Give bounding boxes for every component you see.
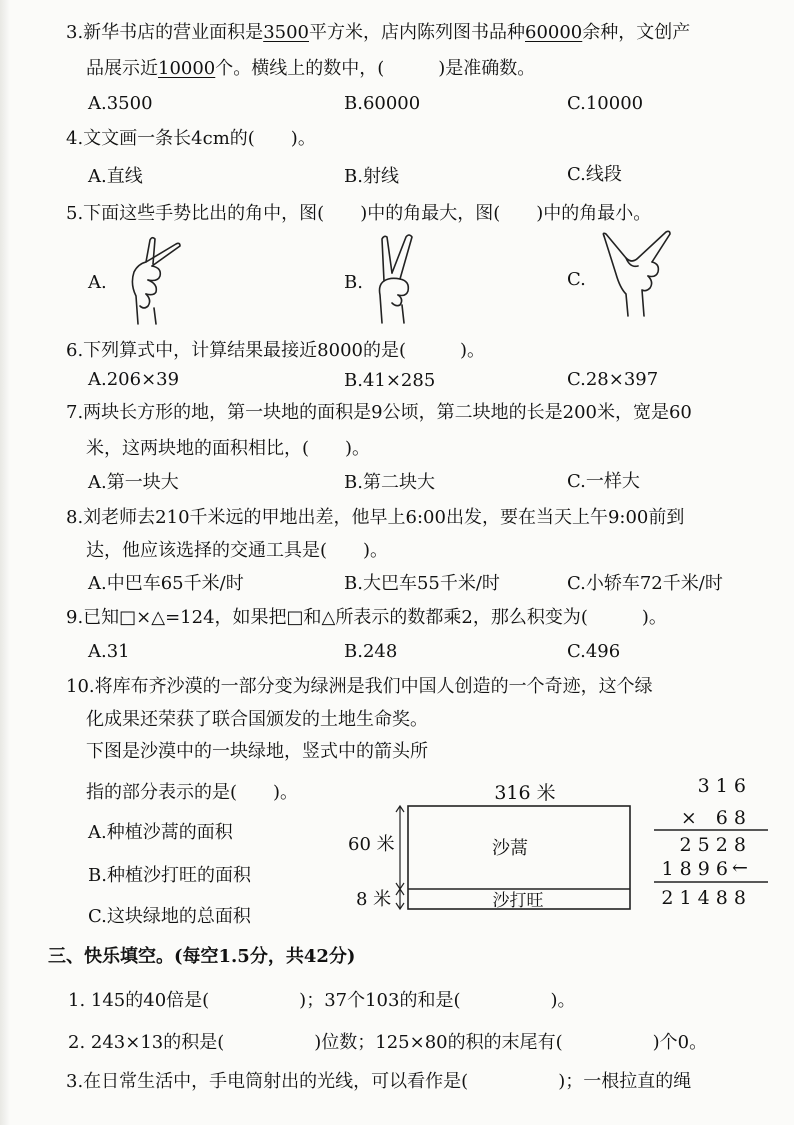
q3-line1 [66,22,690,44]
q3-number-60000: 60000 [525,22,583,43]
q7-option-c[interactable]: C.一样大 [567,471,640,492]
q4-question: 4.文文画一条长4cm的( )。 [66,128,316,149]
q8-option-c[interactable]: C.小轿车72千米/时 [567,573,723,594]
width-label: 316 米 [494,782,556,804]
section-3-title: 三、快乐填空。(每空1.5分，共42分) [48,946,356,967]
q7-option-a[interactable]: A.第一块大 [88,472,179,493]
q6-option-c[interactable]: C.28×397 [567,369,659,390]
q3-line2 [86,58,535,80]
q5-option-a-label[interactable]: A. [88,272,107,293]
partial-product-1: 2 5 2 8 [679,834,746,856]
fill-q1: 1. 145的40倍是( )；37个103的和是( )。 [68,990,576,1011]
q10-option-c[interactable]: C.这块绿地的总面积 [88,906,251,927]
q7-line1: 7.两块长方形的地，第一块地的面积是9公顷，第二块地的长是200米，宽是60 [66,402,692,423]
q3-number-10000: 10000 [158,58,216,79]
q10-line1: 10.将库布齐沙漠的一部分变为绿洲是我们中国人创造的一个奇迹，这个绿 [66,676,653,697]
shahao-region-label: 沙蒿 [492,838,528,859]
q10-line4: 指的部分表示的是( )。 [86,782,299,803]
q3-text-b: 平方米，店内陈列图书品种 [309,22,525,43]
q5-option-b-label[interactable]: B. [344,272,363,293]
q3-number-3500: 3500 [263,22,309,43]
partial-product-2: 1 8 9 6 [661,858,728,880]
q4-option-a[interactable]: A.直线 [88,166,143,187]
q7-line2: 米，这两块地的面积相比，( )。 [86,438,371,459]
q6-option-a[interactable]: A.206×39 [88,369,180,390]
fill-q2: 2. 243×13的积是( )位数；125×80的积的末尾有( )个0。 [68,1032,708,1053]
q3-option-b[interactable]: B.60000 [344,93,421,114]
hand-gesture-c-icon [600,228,680,318]
multiplier: × 6 8 [680,807,746,829]
land-diagram [340,774,640,914]
vertical-multiplication [650,770,780,910]
q3-text-a: 3.新华书店的营业面积是 [66,22,264,43]
height-60-label: 60 米 [348,834,395,855]
q3-option-c[interactable]: C.10000 [567,93,644,114]
q9-option-b[interactable]: B.248 [344,641,398,662]
hand-gesture-b-icon [372,233,424,325]
shadawang-region-label: 沙打旺 [492,891,544,911]
q10-line2: 化成果还荣获了联合国颁发的土地生命奖。 [86,709,428,730]
q7-option-b[interactable]: B.第二块大 [344,472,435,493]
final-product: 2 1 4 8 8 [661,887,746,909]
q4-option-b[interactable]: B.射线 [344,166,399,187]
hand-gesture-a-icon [118,236,184,326]
q9-option-c[interactable]: C.496 [567,641,621,662]
fill-q3: 3.在日常生活中，手电筒射出的光线，可以看作是( )；一根拉直的绳 [66,1071,692,1092]
q3-option-a[interactable]: A.3500 [88,93,153,114]
q10-option-a[interactable]: A.种植沙蒿的面积 [88,822,233,843]
height-8-label: 8 米 [356,889,392,910]
q10-option-b[interactable]: B.种植沙打旺的面积 [88,865,251,886]
arrow-left-icon: ← [732,857,748,879]
q4-option-c[interactable]: C.线段 [567,164,622,185]
q8-option-b[interactable]: B.大巴车55千米/时 [344,573,500,594]
q3-text-c: 余种，文创产 [582,22,691,43]
scan-shadow [0,0,10,1125]
q10-line3: 下图是沙漠中的一块绿地，竖式中的箭头所 [86,741,428,762]
multiplicand: 3 1 6 [697,775,746,797]
q5-option-c-label[interactable]: C. [567,269,586,290]
q8-line2: 达，他应该选择的交通工具是( )。 [86,540,389,561]
q5-question: 5.下面这些手势比出的角中，图( )中的角最大，图( )中的角最小。 [66,203,652,224]
q8-option-a[interactable]: A.中巴车65千米/时 [88,573,244,594]
q3-text-e: 个。横线上的数中，( )是准确数。 [215,58,536,79]
q9-option-a[interactable]: A.31 [88,641,130,662]
q6-option-b[interactable]: B.41×285 [344,370,436,391]
q8-line1: 8.刘老师去210千米远的甲地出差，他早上6:00出发，要在当天上午9:00前到 [66,507,685,528]
q3-text-d: 品展示近 [86,58,158,79]
q6-question: 6.下列算式中，计算结果最接近8000的是( )。 [66,340,486,361]
q9-question: 9.已知□×△=124，如果把□和△所表示的数都乘2，那么积变为( )。 [66,607,667,628]
